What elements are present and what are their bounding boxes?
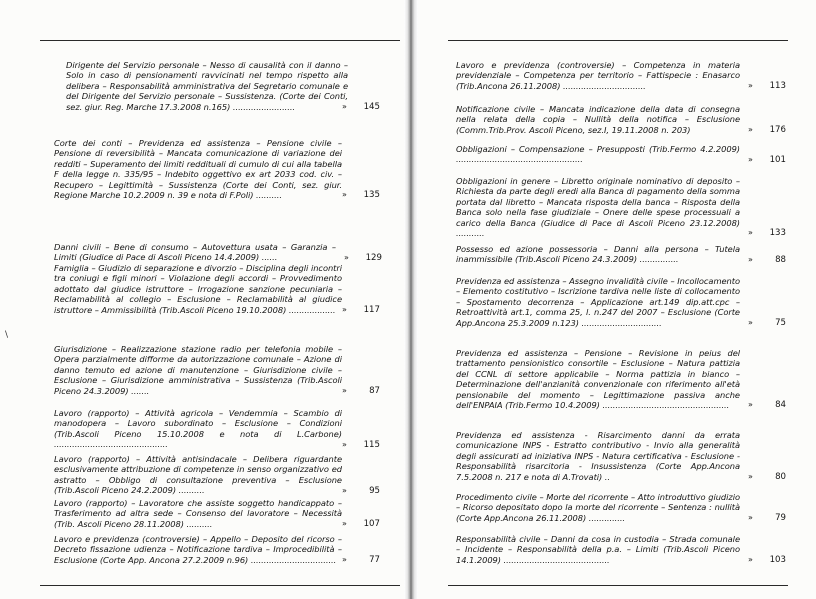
entry-ref-mark: »	[748, 513, 753, 523]
index-entry	[450, 430, 786, 483]
index-entry	[450, 144, 786, 165]
entry-page-number: 77	[369, 555, 380, 566]
entry-ref-mark: »	[748, 555, 753, 565]
entry-page-number: 115	[363, 439, 380, 450]
entry-text: Responsabilità civile – Danni da cosa in custodia – Strada comunale – Incidente – Responsabilità della p.a. – Limiti (Trib.Ascoli Piceno 14.1.2009) .........................................	[456, 534, 740, 565]
entry-page-number: 84	[775, 400, 786, 411]
entry-text: Previdenza ed assistenza – Pensione – Revisione in peius del trattamento pensionistico consortile – Esclusione – Natura pattizia del CCNL di settore applicabile – Norma pattizia in bianco – Determinazione dell'anzianità convenzionale con riferimento all'età pensionabile del momento – Legittimazione passiva anche dell'ENPAIA (Trib.Fermo 10.4.2009) .................................................	[456, 348, 740, 411]
index-entry	[46, 263, 380, 316]
index-entry	[450, 348, 786, 411]
index-entry	[450, 176, 786, 239]
entry-page-number: 107	[363, 519, 380, 530]
entry-text: Obbligazioni – Compensazione – Presupposti (Trib.Fermo 4.2.2009) .................................................	[456, 144, 740, 165]
entry-text: Lavoro (rapporto) – Attività agricola – Vendemmia – Scambio di manodopera – Lavoro subordinato – Esclusione – Condizioni (Trib.Ascoli Piceno 15.10.2008 e nota di L.Carbone) ............................................	[54, 408, 342, 450]
book-gutter	[404, 0, 418, 599]
margin-mark: \	[5, 330, 9, 340]
entry-page-number: 80	[775, 472, 786, 483]
right-top-rule	[448, 40, 788, 41]
entry-ref-mark: »	[748, 254, 753, 264]
index-entry	[46, 534, 380, 566]
entry-page-number: 117	[363, 305, 380, 316]
entry-ref-mark: »	[748, 154, 753, 164]
entry-ref-mark: »	[748, 228, 753, 238]
entry-page-number: 87	[369, 386, 380, 397]
entry-text: Lavoro e previdenza (controversie) – Competenza in materia previdenziale – Competenza per territorio – Fattispecie : Enasarco (Trib.Ancona 26.11.2008) ................................	[456, 60, 740, 91]
entry-ref-mark: »	[342, 555, 347, 565]
entry-page-number: 113	[769, 81, 786, 92]
index-entry	[450, 492, 786, 524]
entry-page-number: 101	[769, 154, 786, 165]
index-entry	[450, 276, 786, 329]
entry-page-number: 133	[769, 228, 786, 239]
left-top-rule	[40, 40, 400, 41]
entry-text: Procedimento civile – Morte del ricorrente – Atto introduttivo giudizio – Ricorso depositato dopo la morte del ricorrente – Sentenza : nullità (Corte App.Ancona 26.11.2008) ..............	[456, 492, 740, 523]
entry-text: Obbligazioni in genere – Libretto originale nominativo di deposito – Richiesta da parte degli eredi alla Banca di pagamento della somma portata dal libretto – Mancata risposta della banca – Risposta della Banca solo nella fase giudiziale – Onere delle spese processuali a carico della Banca (Giudice di Pace di Ascoli Piceno 23.12.2008) ...........	[456, 176, 740, 239]
entry-ref-mark: »	[342, 305, 347, 315]
index-entry	[450, 534, 786, 566]
right-bottom-rule	[448, 585, 788, 586]
entry-ref-mark: »	[342, 485, 347, 495]
entry-text: Famiglia – Giudizio di separazione e divorzio – Disciplina degli incontri tra coniugi e figli minori – Violazione degli accordi – Provvedimento adottato dal giudice istruttore – Irrogazione sanzione pecuniaria – Reclamabilità al collegio – Esclusione – Reclamabilità al giudice istruttore – Ammissibilità (Trib.Ascoli Piceno 19.10.2008) ..................	[54, 263, 342, 315]
left-bottom-rule	[40, 585, 400, 586]
entry-ref-mark: »	[342, 386, 347, 396]
index-entry	[46, 138, 380, 201]
entry-ref-mark: »	[748, 472, 753, 482]
index-entry	[46, 408, 380, 450]
entry-text: Previdenza ed assistenza - Risarcimento danni da errata comunicazione INPS - Estratto contributivo - Invio alla generalità degli assicurati ad iniziativa INPS - Natura certificativa - Esclusione - Responsabilità risarcitoria - Insussistenza (Corte App.Ancona 7.5.2008 n. 217 e nota di A.Trovati) ..	[456, 430, 740, 482]
entry-page-number: 95	[369, 485, 380, 496]
entry-text: Previdenza ed assistenza – Assegno invalidità civile – Incollocamento – Elemento costitutivo – Iscrizione tardiva nelle liste di collocamento – Spostamento decorrenza – Applicazione art.149 dip.att.cpc – Retroattività art.1, comma 25, l. n.247 del 2007 – Esclusione (Corte App.Ancona 25.3.2009 n.123) ...............................	[456, 276, 740, 328]
entry-page-number: 135	[363, 190, 380, 201]
entry-text: Lavoro (rapporto) – Lavoratore che assiste soggetto handicappato – Trasferimento ad altra sede – Consenso del lavoratore – Necessità (Trib. Ascoli Piceno 28.11.2008) ..........	[54, 498, 342, 529]
entry-ref-mark: »	[342, 439, 347, 449]
entry-text: Giurisdizione – Realizzazione stazione radio per telefonia mobile – Opera parzialmente difforme da autorizzazione comunale – Azione di danno temuto ed azione di manutenzione – Giurisdizione civile – Esclusione – Giurisdizione amministrativa – Sussistenza (Trib.Ascoli Piceno 24.3.2009) .......	[54, 344, 342, 396]
entry-ref-mark: »	[342, 519, 347, 529]
index-entry	[46, 344, 380, 397]
entry-page-number: 103	[769, 555, 786, 566]
entry-ref-mark: »	[342, 190, 347, 200]
index-entry	[450, 104, 786, 136]
entry-page-number: 129	[365, 252, 382, 263]
entry-ref-mark: »	[748, 81, 753, 91]
entry-text: Dirigente del Servizio personale – Nesso di causalità con il danno – Solo in caso di pensionamenti ravvicinati nel tempo rispetto alla delibera – Responsabilità amministrativa del Segretario comunale e del Dirigente del Servizio personale – Sussistenza. (Corte dei Conti, sez. giur. Reg. Marche 17.3.2008 n.165) ........................	[66, 60, 348, 112]
entry-page-number: 88	[775, 254, 786, 265]
entry-page-number: 79	[775, 513, 786, 524]
entry-page-number: 75	[775, 318, 786, 329]
entry-ref-mark: »	[748, 400, 753, 410]
entry-ref-mark: »	[342, 102, 347, 112]
entry-text: Danni civili – Bene di consumo – Autovettura usata – Garanzia – Limiti (Giudice di Pace di Ascoli Piceno 14.4.2009) ......	[54, 242, 336, 263]
index-entry	[450, 244, 786, 265]
entry-page-number: 176	[769, 125, 786, 136]
index-entry	[46, 498, 380, 530]
index-entry	[46, 454, 380, 496]
entry-ref-mark: »	[748, 125, 753, 135]
index-entry	[450, 60, 786, 92]
entry-page-number: 145	[363, 102, 380, 113]
entry-text: Lavoro (rapporto) – Attività antisindacale – Delibera riguardante esclusivamente attribuzione di competenze in senso organizzativo ed astratto – Obbligo di consultazione preventiva – Esclusione (Trib.Ascoli Piceno 24.2.2009) ..........	[54, 454, 342, 496]
entry-text: Corte dei conti – Previdenza ed assistenza – Pensione civile – Pensione di reversibilità – Mancata comunicazione di variazione dei redditi – Superamento dei limiti reddituali di cumulo di cui alla tabella F della legge n. 335/95 – Indebito oggettivo ex art 2033 cod. civ. – Recupero – Legittimità – Sussistenza (Corte dei Conti, sez. giur. Regione Marche 10.2.2009 n. 39 e nota di F.Poli) ..........	[54, 138, 342, 201]
entry-text: Possesso ed azione possessoria – Danni alla persona – Tutela inammissibile (Trib.Ascoli Piceno 24.3.2009) ...............	[456, 244, 740, 265]
entry-ref-mark: »	[748, 318, 753, 328]
entry-ref-mark: »	[344, 252, 349, 262]
entry-text: Lavoro e previdenza (controversie) – Appello – Deposito del ricorso – Decreto fissazione udienza – Notificazione tardiva – Improcedibilità – Esclusione (Corte App. Ancona 27.2.2009 n.96) .................................	[54, 534, 342, 565]
index-entry	[46, 242, 382, 263]
entry-text: Notificazione civile – Mancata indicazione della data di consegna nella relata della copia – Nullità della notifica – Esclusione (Comm.Trib.Prov. Ascoli Piceno, sez.I, 19.11.2008 n. 203)	[456, 104, 740, 135]
index-entry	[52, 60, 380, 113]
